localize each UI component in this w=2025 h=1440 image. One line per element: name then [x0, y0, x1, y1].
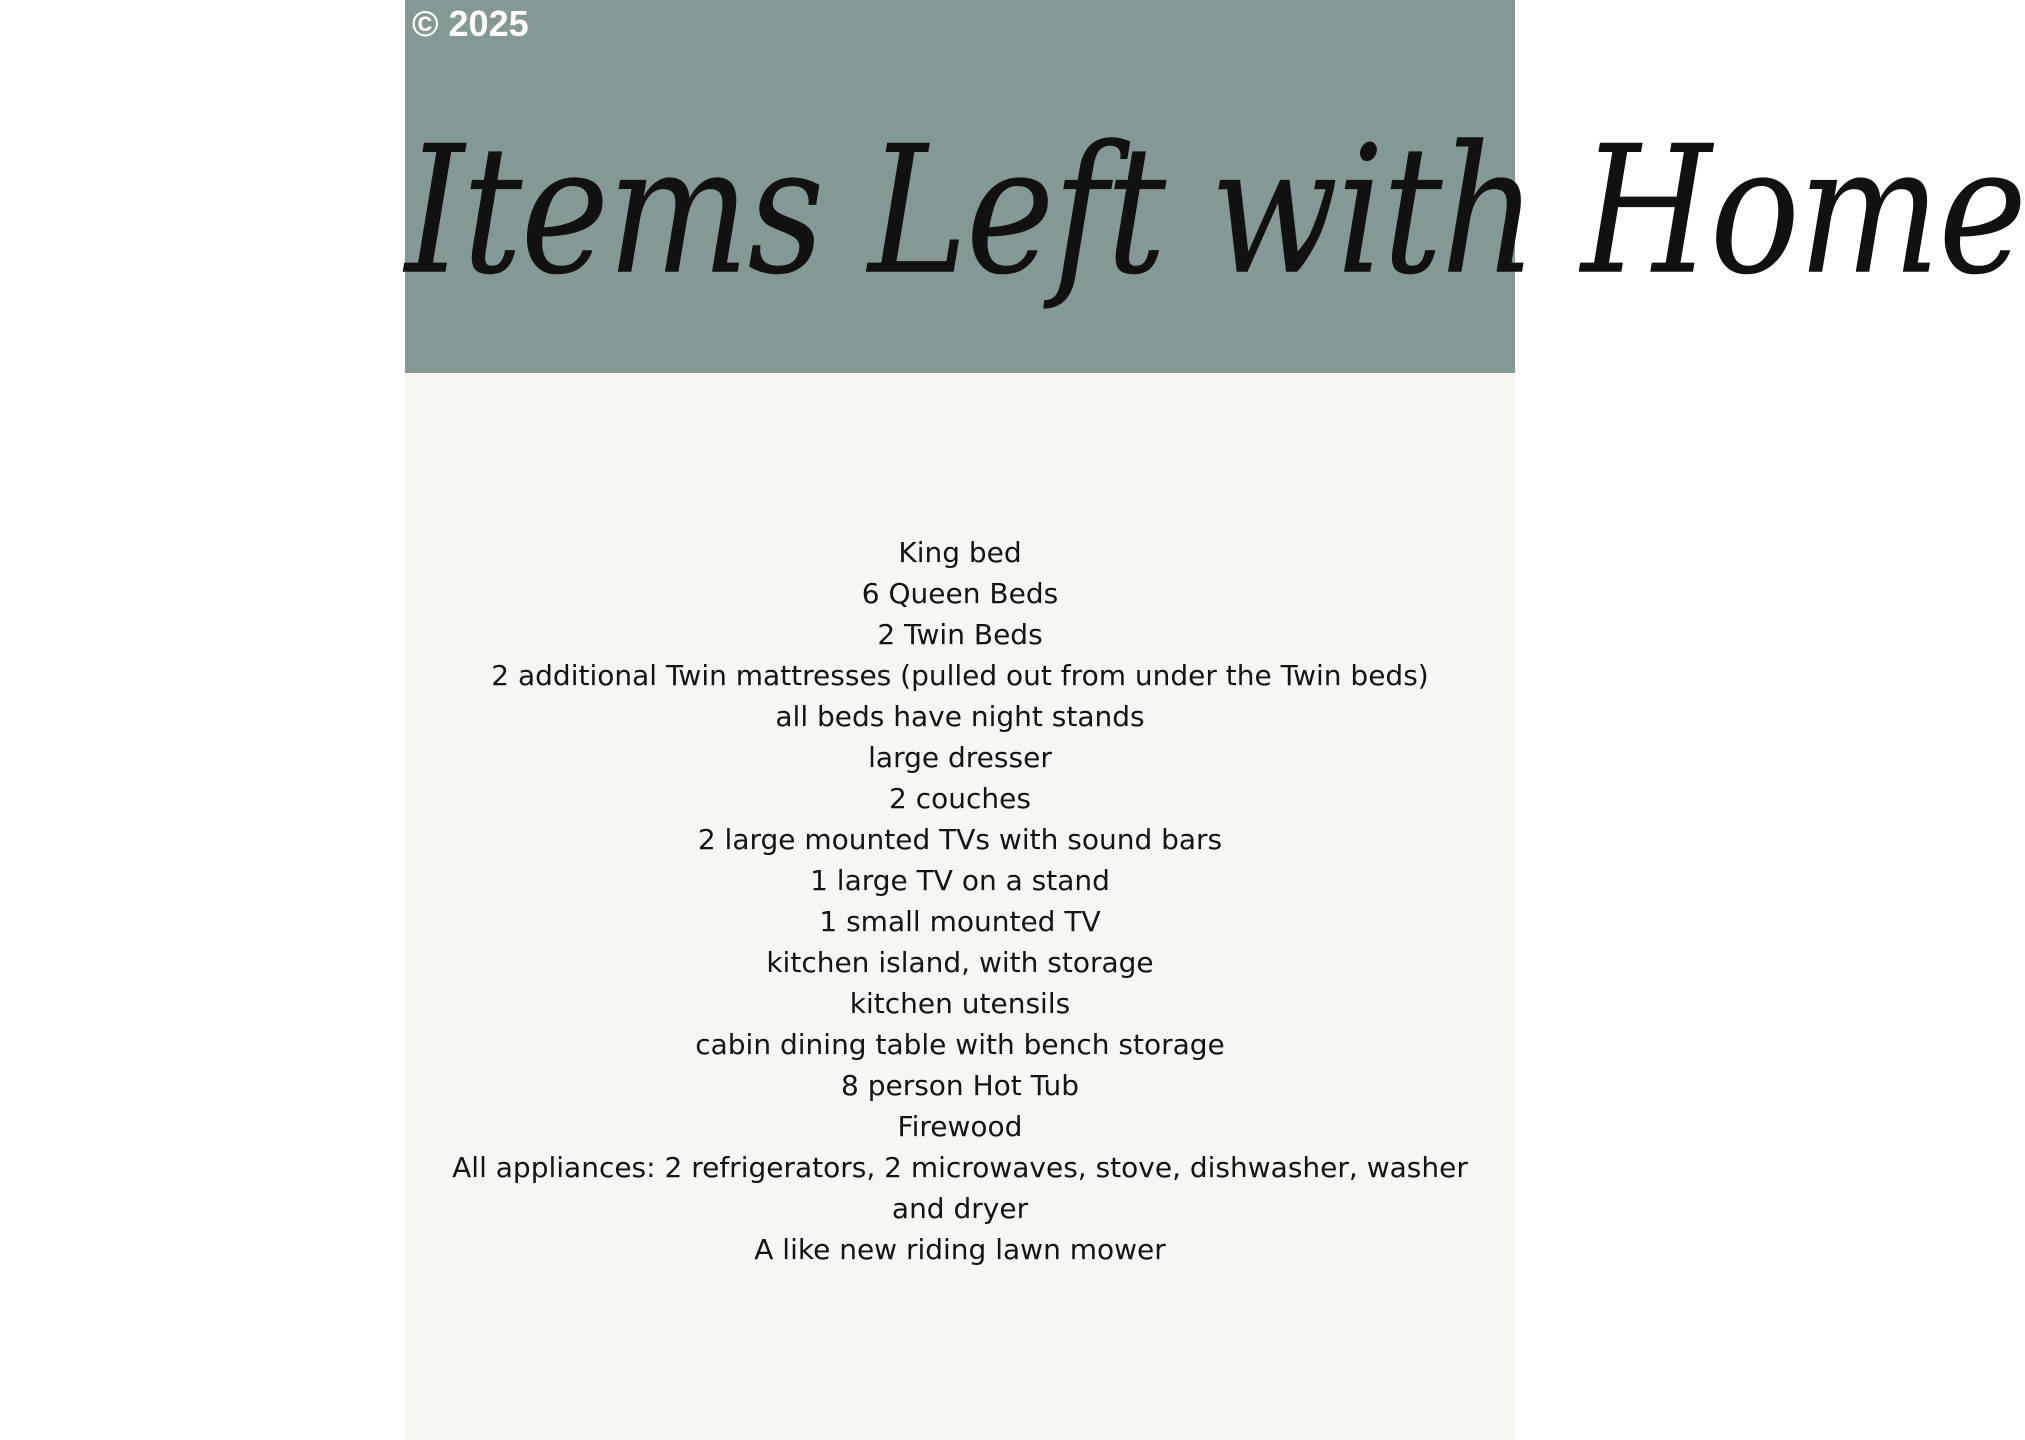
list-item: 6 Queen Beds [861, 577, 1059, 610]
list-item: King bed [898, 536, 1022, 569]
list-item: 2 Twin Beds [877, 618, 1043, 651]
header-band [405, 0, 2025, 373]
list-item: 2 couches [889, 782, 1031, 815]
list-item: A like new riding lawn mower [754, 1233, 1166, 1266]
list-item: kitchen utensils [849, 987, 1071, 1020]
list-item: kitchen island, with storage [766, 946, 1154, 979]
document-page [405, 0, 2025, 1440]
items-list [405, 532, 1515, 1270]
list-item: large dresser [868, 741, 1052, 774]
list-item: Firewood [897, 1110, 1023, 1143]
list-item: 1 large TV on a stand [810, 864, 1110, 897]
list-item: cabin dining table with bench storage [695, 1028, 1225, 1061]
list-item: 2 large mounted TVs with sound bars [697, 823, 1223, 856]
list-item: 8 person Hot Tub [840, 1069, 1080, 1102]
list-item: 1 small mounted TV [819, 905, 1101, 938]
copyright-notice: © 2025 [412, 3, 529, 44]
list-item: 2 additional Twin mattresses (pulled out from under the Twin beds) [491, 659, 1429, 692]
page-title: Items Left with Home [405, 108, 2025, 315]
list-item: all beds have night stands [775, 700, 1145, 733]
list-item: All appliances: 2 refrigerators, 2 microwaves, stove, dishwasher, washer and dryer [452, 1151, 1468, 1225]
